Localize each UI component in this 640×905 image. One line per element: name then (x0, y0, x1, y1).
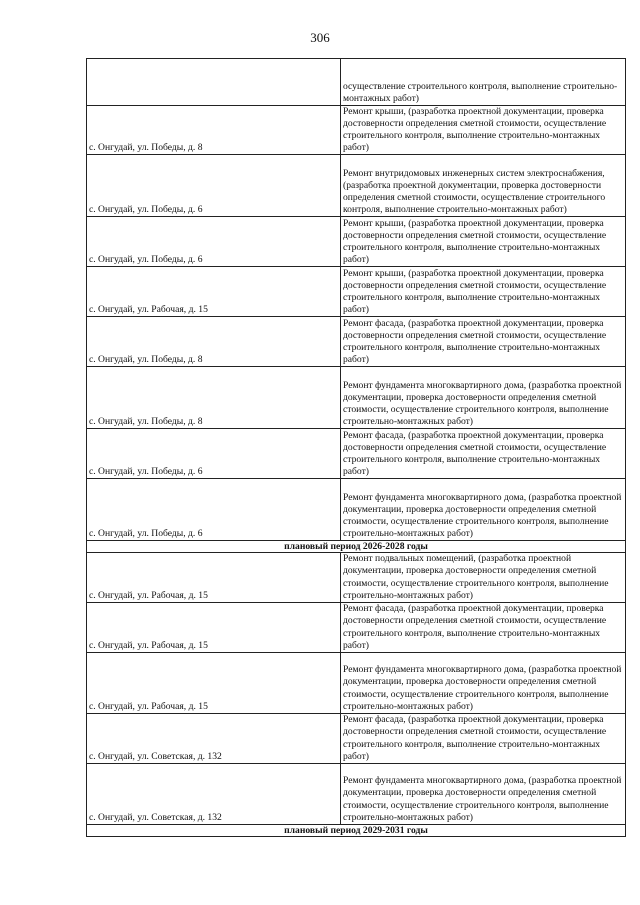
address-cell: с. Онгудай, ул. Советская, д. 132 (87, 763, 341, 824)
work-description-cell: осуществление строительного контроля, выполнение строительно-монтажных работ) (341, 59, 626, 106)
work-description-cell: Ремонт фундамента многоквартирного дома, (разработка проектной документации, проверка достоверности определения сметной стоимости, осуществление строительного контроля, выполнение строительно-монтажных работ) (341, 367, 626, 429)
address-cell: с. Онгудай, ул. Победы, д. 6 (87, 429, 341, 479)
table-row (87, 217, 626, 267)
table-row (87, 267, 626, 317)
table-row (87, 652, 626, 713)
repair-register-table (86, 58, 626, 837)
work-description-cell: Ремонт фасада, (разработка проектной документации, проверка достоверности определения сметной стоимости, осуществление строительного контроля, выполнение строительно-монтажных работ) (341, 713, 626, 763)
page-number: 306 (310, 30, 330, 45)
address-cell: с. Онгудай, ул. Победы, д. 6 (87, 479, 341, 541)
address-cell: с. Онгудай, ул. Победы, д. 6 (87, 217, 341, 267)
table-body (87, 59, 626, 837)
address-cell: с. Онгудай, ул. Победы, д. 6 (87, 155, 341, 217)
address-cell: с. Онгудай, ул. Победы, д. 8 (87, 106, 341, 155)
work-description-cell: Ремонт внутридомовых инженерных систем электроснабжения, (разработка проектной документации, проверка достоверности определения сметной стоимости, осуществление строительного контроля, выполнение строительно-монтажных работ) (341, 155, 626, 217)
address-cell: с. Онгудай, ул. Рабочая, д. 15 (87, 553, 341, 602)
address-cell: с. Онгудай, ул. Победы, д. 8 (87, 317, 341, 367)
address-cell: с. Онгудай, ул. Рабочая, д. 15 (87, 267, 341, 317)
period-heading (87, 541, 626, 553)
table-row (87, 59, 626, 106)
work-description-cell: Ремонт фасада, (разработка проектной документации, проверка достоверности определения сметной стоимости, осуществление строительного контроля, выполнение строительно-монтажных работ) (341, 317, 626, 367)
address-cell: с. Онгудай, ул. Советская, д. 132 (87, 713, 341, 763)
period-heading (87, 824, 626, 836)
work-description-cell: Ремонт фасада, (разработка проектной документации, проверка достоверности определения сметной стоимости, осуществление строительного контроля, выполнение строительно-монтажных работ) (341, 602, 626, 652)
work-description-cell: Ремонт крыши, (разработка проектной документации, проверка достоверности определения сметной стоимости, осуществление строительного контроля, выполнение строительно-монтажных работ) (341, 267, 626, 317)
work-description-cell: Ремонт крыши, (разработка проектной документации, проверка достоверности определения сметной стоимости, осуществление строительного контроля, выполнение строительно-монтажных работ) (341, 106, 626, 155)
address-cell: с. Онгудай, ул. Рабочая, д. 15 (87, 652, 341, 713)
work-description-cell: Ремонт подвальных помещений, (разработка проектной документации, проверка достоверности определения сметной стоимости, осуществление строительного контроля, выполнение строительно-монтажных работ) (341, 553, 626, 602)
period-row (87, 541, 626, 553)
table-row (87, 155, 626, 217)
table-row (87, 713, 626, 763)
table-row (87, 602, 626, 652)
work-description-cell: Ремонт фундамента многоквартирного дома, (разработка проектной документации, проверка достоверности определения сметной стоимости, осуществление строительного контроля, выполнение строительно-монтажных работ) (341, 652, 626, 713)
period-label: плановый период 2026-2028 годы (284, 541, 428, 553)
table-row (87, 367, 626, 429)
work-description-cell: Ремонт фундамента многоквартирного дома, (разработка проектной документации, проверка достоверности определения сметной стоимости, осуществление строительного контроля, выполнение строительно-монтажных работ) (341, 479, 626, 541)
table-row (87, 429, 626, 479)
address-cell (87, 59, 341, 106)
work-description-cell: Ремонт крыши, (разработка проектной документации, проверка достоверности определения сметной стоимости, осуществление строительного контроля, выполнение строительно-монтажных работ) (341, 217, 626, 267)
table-row (87, 763, 626, 824)
work-description-cell: Ремонт фасада, (разработка проектной документации, проверка достоверности определения сметной стоимости, осуществление строительного контроля, выполнение строительно-монтажных работ) (341, 429, 626, 479)
period-row (87, 824, 626, 836)
address-cell: с. Онгудай, ул. Рабочая, д. 15 (87, 602, 341, 652)
table-row (87, 106, 626, 155)
address-cell: с. Онгудай, ул. Победы, д. 8 (87, 367, 341, 429)
table-row (87, 553, 626, 602)
period-label: плановый период 2029-2031 годы (284, 824, 428, 836)
work-description-cell: Ремонт фундамента многоквартирного дома, (разработка проектной документации, проверка достоверности определения сметной стоимости, осуществление строительного контроля, выполнение строительно-монтажных работ) (341, 763, 626, 824)
table-row (87, 317, 626, 367)
table-row (87, 479, 626, 541)
